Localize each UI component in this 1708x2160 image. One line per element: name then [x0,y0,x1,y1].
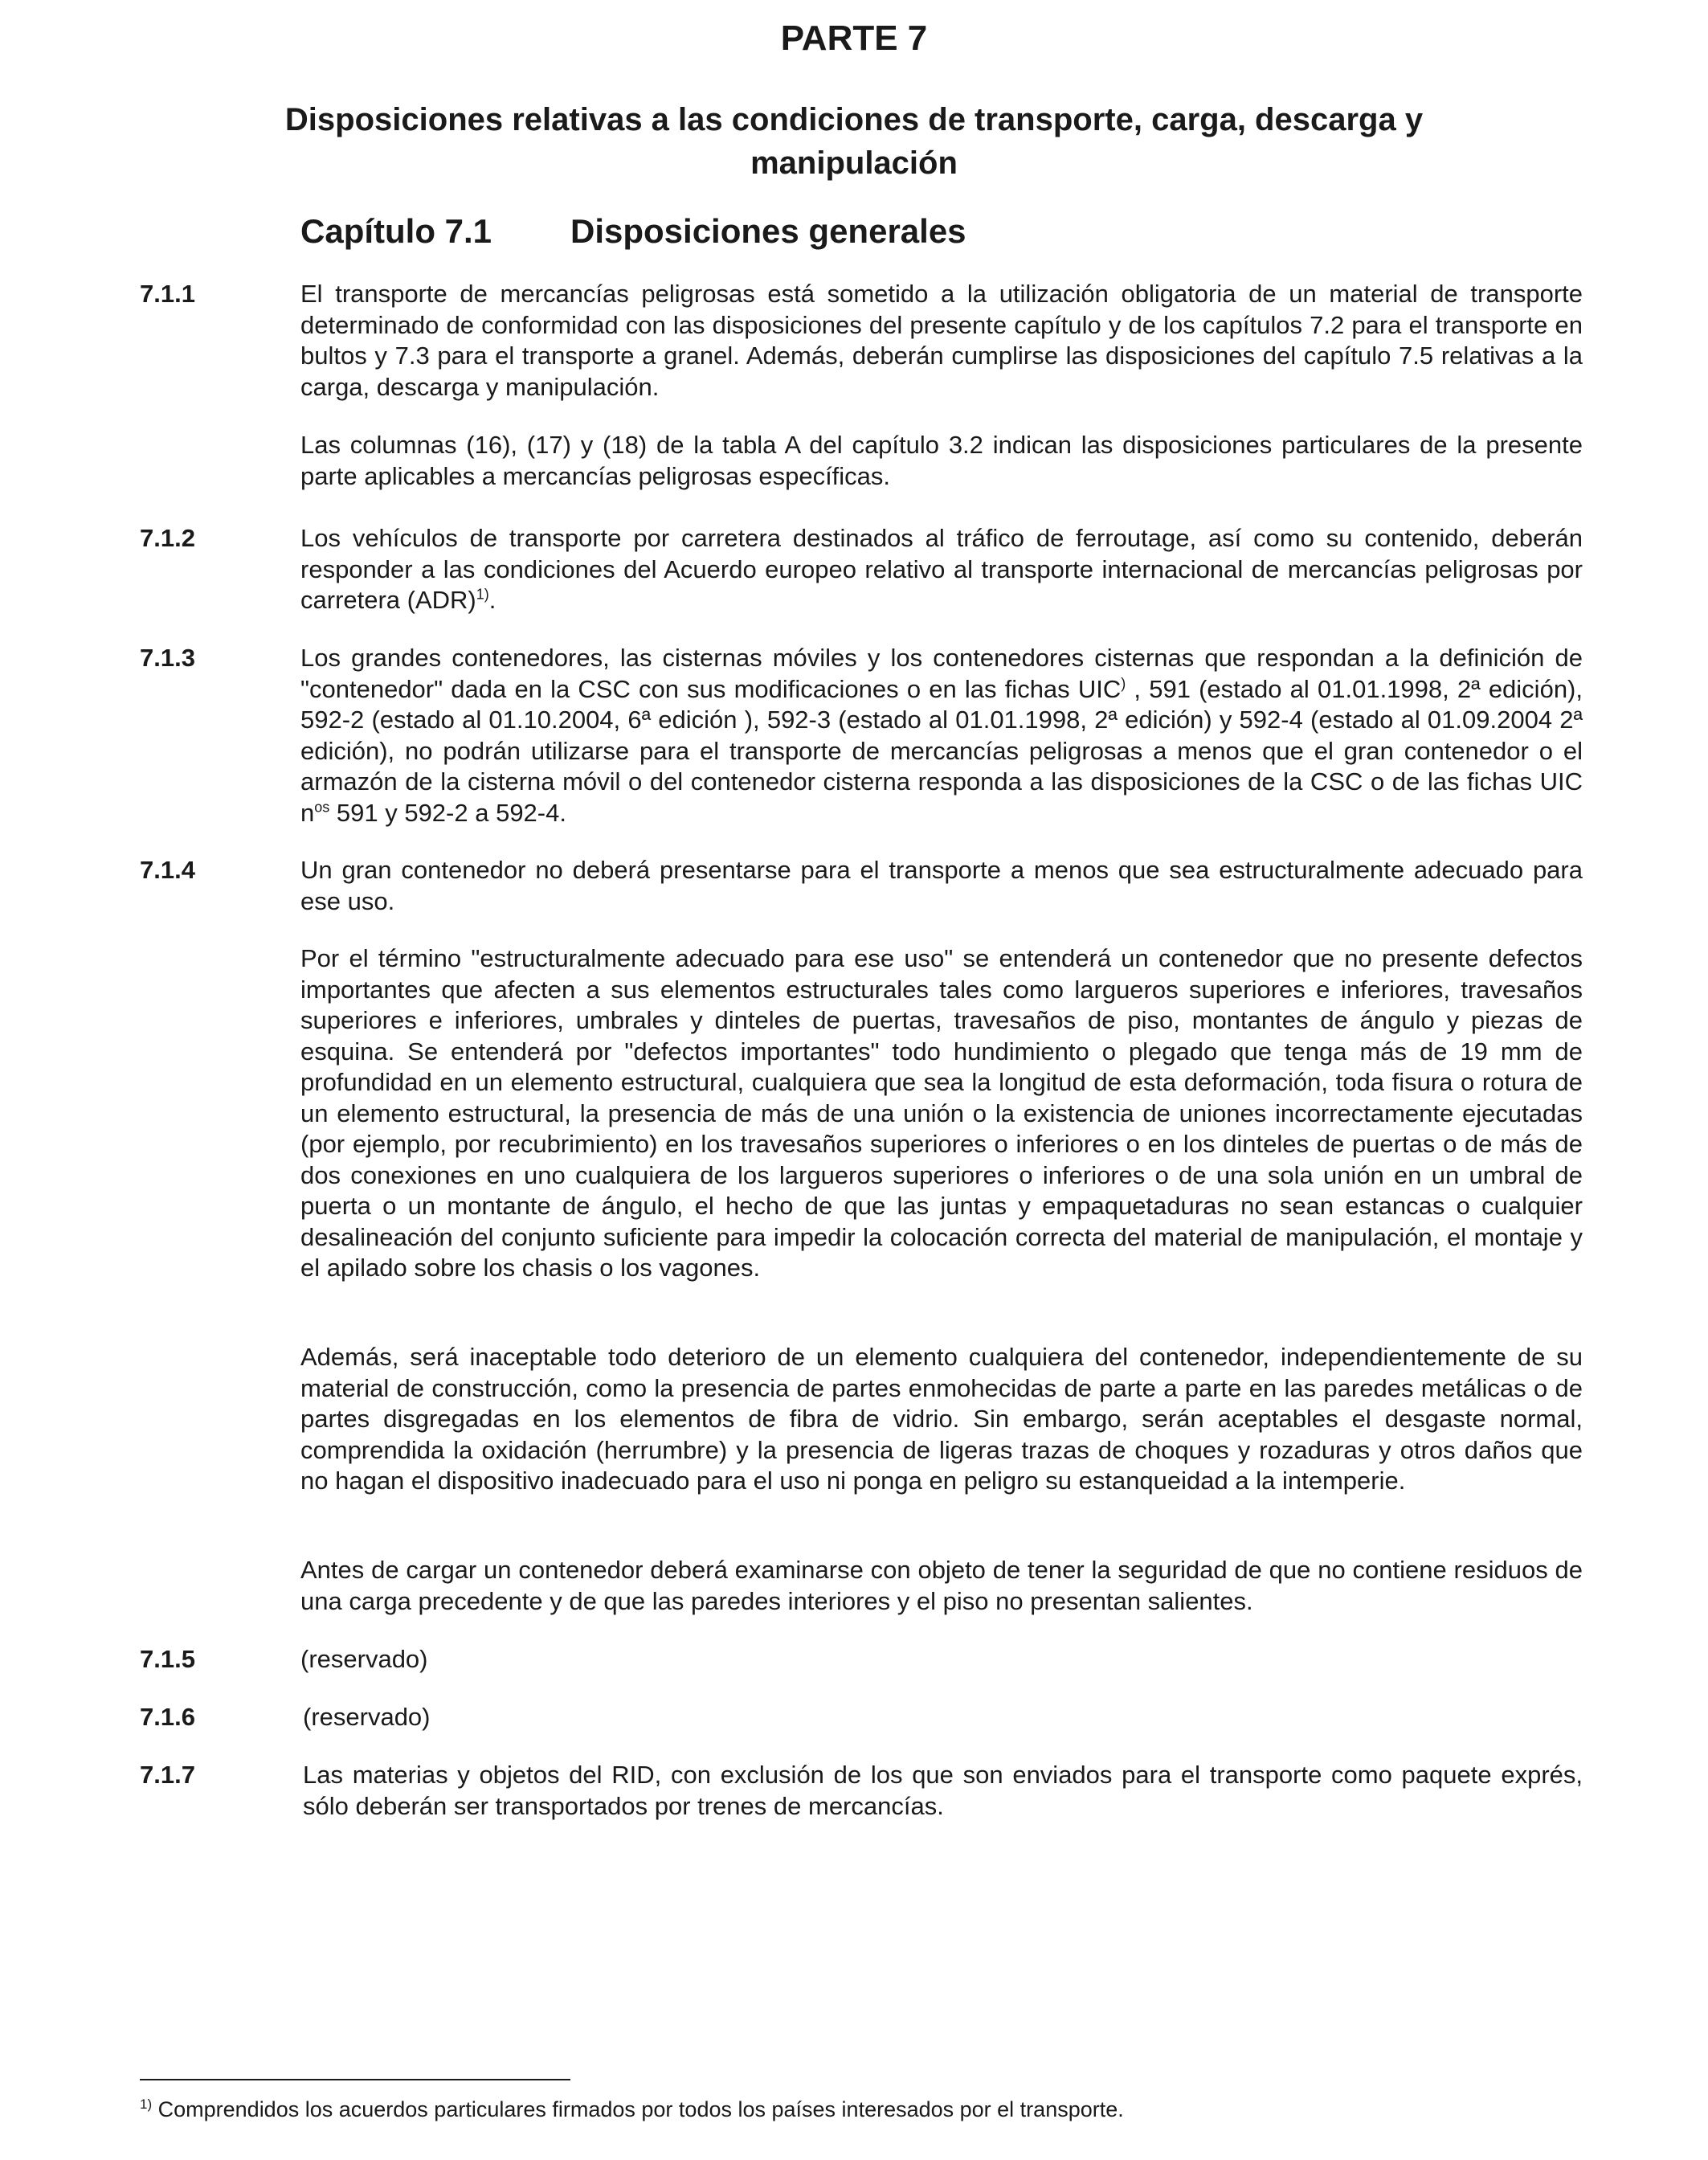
footnote-marker: 1) [140,2097,153,2112]
section-7-1-4-paragraph-3: Además, será inaceptable todo deterioro de un elemento cualquiera del contenedor, independientemente de su material de construcción, como la presencia de partes enmohecidas de parte a parte en las paredes metálicas o de partes disgregadas en los elementos de fibra de vidrio. Sin embargo, serán aceptables el desgaste normal, comprendida la oxidación (herrumbre) y la presencia de ligeras trazas de choques y rozaduras y otros daños que no hagan el dispositivo inadecuado para el uso ni ponga en peligro su estanqueidad a la intemperie. [300,1343,1583,1495]
section-number-7-1-1: 7.1.1 [140,280,195,308]
section-7-1-4-paragraph-4: Antes de cargar un contenedor deberá examinarse con objeto de tener la seguridad de que no contiene residuos de una carga precedente y de que las paredes interiores y el piso no presentan salientes. [300,1556,1583,1615]
section-number-7-1-3: 7.1.3 [140,644,195,672]
section-7-1-2-text: Los vehículos de transporte por carretera destinados al tráfico de ferroutage, así como su contenido, deberán responder a las condiciones del Acuerdo europeo relativo al transporte internacional de mercancías peligrosas por carretera (ADR) [300,524,1583,614]
footnote [140,2096,1586,2123]
footnote-text: Comprendidos los acuerdos particulares firmados por todos los países interesados por el transporte. [152,2097,1124,2121]
footnote-separator [140,2079,570,2080]
section-7-1-1-paragraph-2: Las columnas (16), (17) y (18) de la tabla A del capítulo 3.2 indican las disposiciones particulares de la presente parte aplicables a mercancías peligrosas específicas. [300,431,1583,490]
chapter-title: Disposiciones generales [570,212,966,250]
section-7-1-1-paragraph-1: El transporte de mercancías peligrosas está sometido a la utilización obligatoria de un material de transporte determinado de conformidad con las disposiciones del presente capítulo y de los capítulos 7.2 para el transporte en bultos y 7.3 para el transporte a granel. Además, deberán cumplirse las disposiciones del capítulo 7.5 relativas a la carga, descarga y manipulación. [300,280,1583,401]
section-number-7-1-6: 7.1.6 [140,1703,195,1731]
section-7-1-7-paragraph-1: Las materias y objetos del RID, con exclusión de los que son enviados para el transporte como paquete exprés, sólo deberán ser transportados por trenes de mercancías. [303,1761,1583,1820]
section-number-7-1-2: 7.1.2 [140,524,195,552]
section-number-7-1-5: 7.1.5 [140,1645,195,1673]
section-7-1-6-paragraph-1: (reservado) [303,1703,431,1731]
section-7-1-2-paragraph-1 [300,523,1583,616]
part-title: PARTE 7 [780,18,928,58]
section-7-1-3-text-a: Los grandes contenedores, las cisternas móviles y los contenedores cisternas que respondan a la definición de "contenedor" dada en la CSC con sus modificaciones o en las fichas UIC [300,644,1583,703]
section-number-7-1-7: 7.1.7 [140,1761,195,1789]
section-7-1-5-paragraph-1: (reservado) [300,1645,428,1673]
section-7-1-4-paragraph-1: Un gran contenedor no deberá presentarse para el transporte a menos que sea estructuralmente adecuado para ese uso. [300,856,1583,915]
section-7-1-3-text-b: , 591 (estado al 01.01.1998, 2ª edición), 592-2 (estado al 01.10.2004, 6ª edición ), 592-3 (estado al 01.01.1998, 2ª edición) y 592-4 (estado al 01.09.2004 2ª edición), no podrán utilizarse para el transporte de mercancías peligrosas a menos que el gran contenedor o el armazón de la cisterna móvil o del contenedor cisterna responda a las disposiciones de la CSC o de las fichas UIC n [300,674,1583,827]
section-7-1-4-paragraph-2: Por el término "estructuralmente adecuado para ese uso" se entenderá un contenedor que no presente defectos importantes que afecten a sus elementos estructurales tales como largueros superiores e inferiores, travesaños superiores e inferiores, umbrales y dinteles de puertas, travesaños de piso, montantes de ángulo y piezas de esquina. Se entenderá por "defectos importantes" todo hundimiento o plegado que tenga más de 19 mm de profundidad en un elemento estructural, cualquiera que sea la longitud de esta deformación, toda fisura o rotura de un elemento estructural, la presencia de más de una unión o la existencia de uniones incorrectamente ejecutadas (por ejemplo, por recubrimiento) en los travesaños superiores o inferiores o en los dinteles de puertas o de más de dos conexiones en uno cualquiera de los largueros superiores o inferiores o de una sola unión en un umbral de puerta o un montante de ángulo, el hecho de que las juntas y empaquetaduras no sean estancas o cualquier desalineación del conjunto suficiente para impedir la colocación correcta del material de manipulación, el montaje y el apilado sobre los chasis o los vagones. [300,944,1583,1282]
chapter-number: Capítulo 7.1 [300,212,492,250]
section-7-1-2-end: . [488,586,496,614]
section-7-1-3-paragraph-1 [300,643,1583,828]
main-title: Disposiciones relativas a las condiciones de transporte, carga, descarga y manipulación [284,102,1424,181]
footnote-reference: 1) [476,586,489,603]
section-number-7-1-4: 7.1.4 [140,856,195,884]
chapter-heading [300,207,966,256]
nos-superscript: os [314,799,330,816]
section-7-1-3-text-c: 591 y 592-2 a 592-4. [329,798,566,827]
uic-superscript: ) [1121,675,1126,692]
